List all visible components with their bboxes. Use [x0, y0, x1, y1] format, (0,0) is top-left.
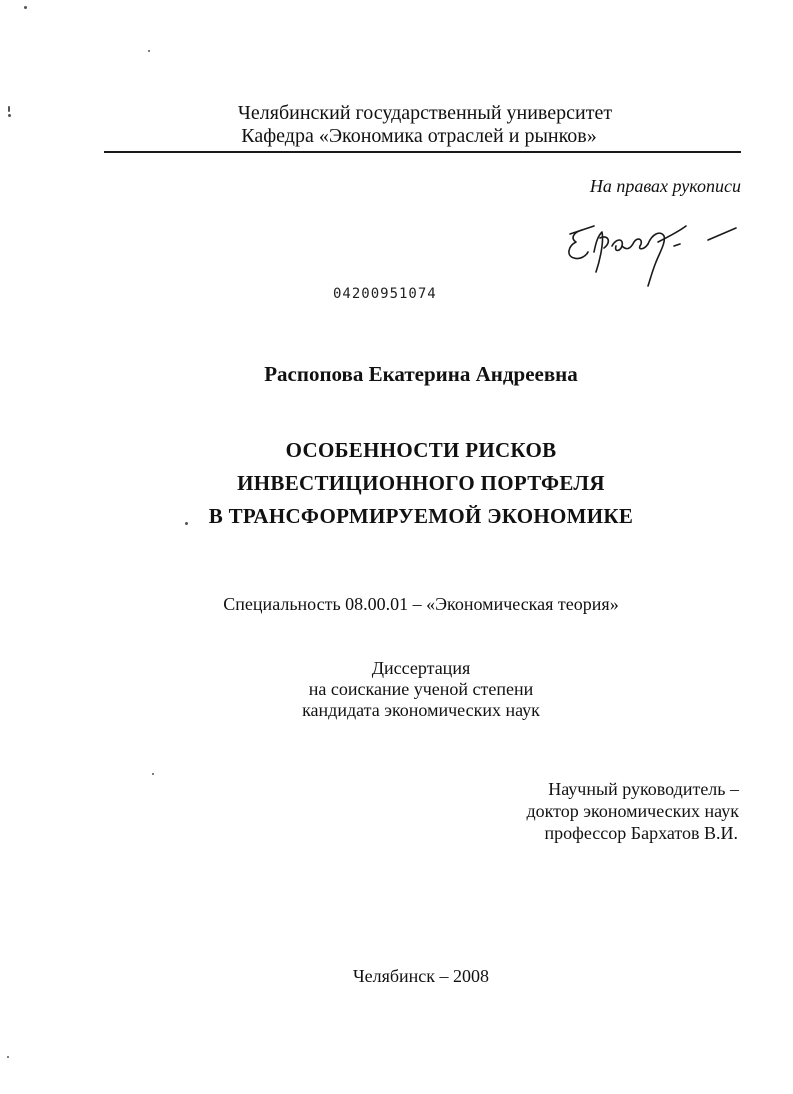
dissertation-line: Диссертация	[371, 658, 471, 678]
title-line: ИНВЕСТИЦИОННОГО ПОРТФЕЛЯ	[237, 471, 605, 495]
dissertation-line: кандидата экономических наук	[302, 700, 540, 720]
specialty-line: Специальность 08.00.01 – «Экономическая теория»	[223, 594, 619, 614]
title-line: ОСОБЕННОСТИ РИСКОВ	[285, 438, 557, 462]
scan-speck	[8, 106, 10, 112]
scan-speck	[7, 1056, 9, 1058]
dissertation-line: на соискание ученой степени	[308, 679, 534, 699]
scan-speck	[148, 50, 150, 52]
department-name: Кафедра «Экономика отраслей и рынков»	[241, 125, 597, 147]
title-line: В ТРАНСФОРМИРУЕМОЙ ЭКОНОМИКЕ	[208, 504, 634, 528]
author-name: Распопова Екатерина Андреевна	[264, 362, 578, 386]
city-year: Челябинск – 2008	[352, 966, 490, 986]
supervisor-line: Научный руководитель –	[548, 779, 739, 799]
university-name: Челябинский государственный университет	[237, 102, 613, 124]
scan-speck	[185, 522, 188, 525]
scan-speck	[152, 773, 154, 775]
supervisor-line: профессор Бархатов В.И.	[544, 823, 738, 843]
handwritten-signature	[560, 212, 750, 292]
supervisor-line: доктор экономических наук	[526, 801, 739, 821]
scan-speck	[24, 6, 27, 9]
manuscript-rights-note: На правах рукописи	[589, 176, 741, 196]
document-code: 04200951074	[333, 286, 437, 302]
scan-speck	[8, 114, 11, 117]
header-divider	[104, 151, 741, 153]
